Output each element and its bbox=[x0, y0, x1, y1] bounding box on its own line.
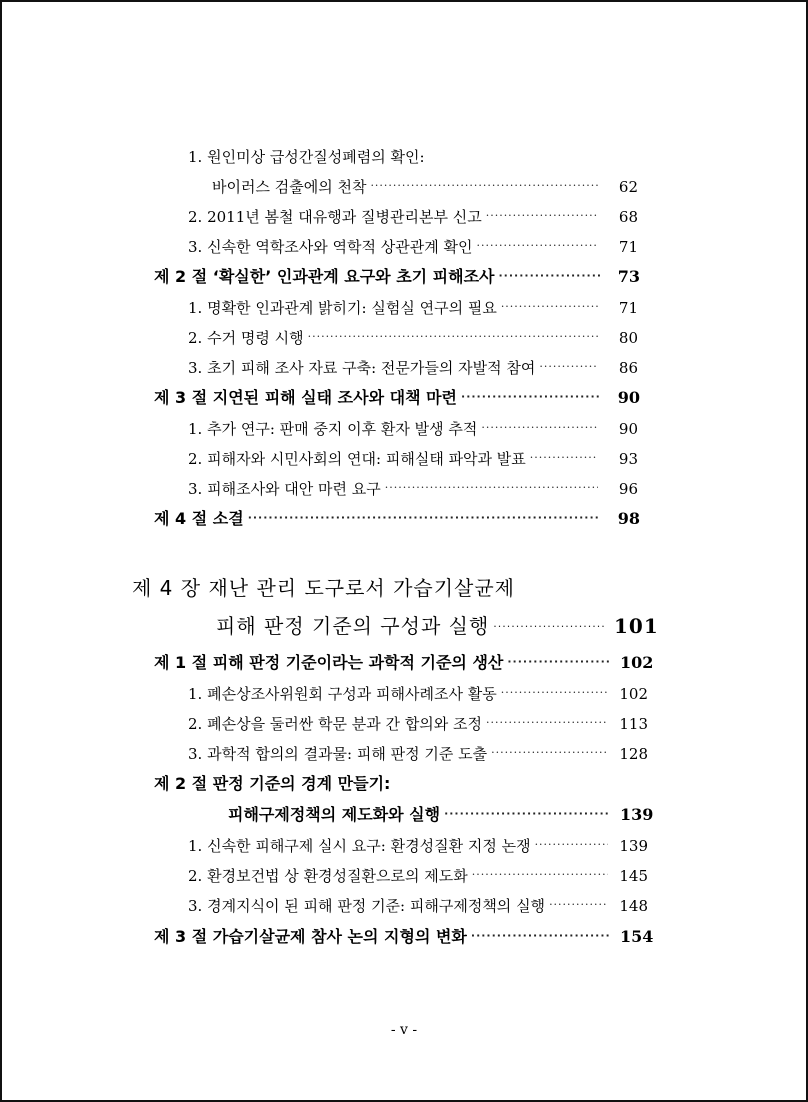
section-page: 102 bbox=[620, 653, 654, 672]
leader-dots bbox=[539, 361, 598, 372]
leader-dots bbox=[491, 747, 608, 758]
toc-item-page: 96 bbox=[618, 480, 638, 498]
toc-item[interactable] bbox=[188, 240, 638, 255]
toc-section-1[interactable] bbox=[154, 653, 654, 672]
toc-item-title: 초기 피해 조사 자료 구축: 전문가들의 자발적 참여 bbox=[207, 359, 536, 377]
toc-section-2[interactable] bbox=[154, 269, 640, 285]
section-title: 소결 bbox=[212, 509, 244, 528]
leader-dots bbox=[535, 839, 608, 850]
toc-item[interactable] bbox=[188, 361, 638, 376]
leader-dots bbox=[507, 656, 610, 667]
section-title: 피해구제정책의 제도화와 실행 bbox=[228, 805, 441, 824]
leader-dots bbox=[444, 808, 610, 819]
toc-section-3[interactable] bbox=[154, 390, 640, 406]
table-of-contents bbox=[2, 2, 806, 1100]
section-page: 139 bbox=[620, 805, 654, 824]
toc-item-title: 환경보건법 상 환경성질환으로의 제도화 bbox=[207, 867, 468, 885]
section-label: 제 2 절 bbox=[154, 774, 208, 793]
section-label: 제 3 절 bbox=[154, 388, 208, 407]
toc-item-number: 1. bbox=[188, 148, 203, 166]
toc-item-page: 90 bbox=[618, 420, 638, 438]
toc-section-3[interactable] bbox=[154, 927, 654, 946]
leader-dots bbox=[385, 482, 598, 493]
toc-item[interactable] bbox=[188, 899, 648, 914]
toc-item-number: 2. bbox=[188, 450, 203, 468]
section-title: 판정 기준의 경계 만들기: bbox=[212, 774, 391, 793]
chapter-4-heading-continuation[interactable] bbox=[216, 614, 659, 638]
toc-item-title: 폐손상조사위원회 구성과 피해사례조사 활동 bbox=[207, 685, 497, 703]
section-title: 지연된 피해 실태 조사와 대책 마련 bbox=[212, 388, 458, 407]
toc-item-title: 신속한 피해구제 실시 요구: 환경성질환 지정 논쟁 bbox=[207, 837, 531, 855]
toc-section-2[interactable] bbox=[154, 776, 390, 792]
toc-item[interactable] bbox=[188, 331, 638, 346]
toc-item-page: 148 bbox=[619, 897, 648, 915]
toc-item[interactable] bbox=[188, 869, 648, 884]
leader-dots bbox=[501, 301, 598, 312]
toc-item-number: 2. bbox=[188, 715, 203, 733]
section-label: 제 3 절 bbox=[154, 927, 208, 946]
toc-item-page: 86 bbox=[618, 359, 638, 377]
toc-item-number: 2. bbox=[188, 329, 203, 347]
section-page: 90 bbox=[617, 388, 640, 407]
toc-item-number: 3. bbox=[188, 238, 203, 256]
toc-item[interactable] bbox=[188, 210, 638, 225]
toc-item-page: 71 bbox=[618, 238, 638, 256]
section-label: 제 2 절 bbox=[154, 267, 208, 286]
chapter-4-heading[interactable] bbox=[132, 578, 515, 598]
toc-item-number: 2. bbox=[188, 867, 203, 885]
leader-dots bbox=[549, 899, 608, 910]
leader-dots bbox=[472, 869, 608, 880]
toc-item[interactable] bbox=[188, 747, 648, 762]
leader-dots bbox=[461, 391, 600, 402]
chapter-title: 재난 관리 도구로서 가습기살균제 bbox=[208, 576, 516, 600]
toc-item-page: 71 bbox=[618, 299, 638, 317]
chapter-page: 101 bbox=[614, 614, 659, 638]
section-page: 73 bbox=[617, 267, 640, 286]
toc-item-title: 바이러스 검출에의 천착 bbox=[212, 178, 367, 196]
toc-item-number: 1. bbox=[188, 837, 203, 855]
section-title: ‘확실한’ 인과관계 요구와 초기 피해조사 bbox=[212, 267, 495, 286]
toc-item-title: 폐손상을 둘러싼 학문 분과 간 합의와 조정 bbox=[207, 715, 483, 733]
toc-item[interactable] bbox=[188, 422, 638, 437]
leader-dots bbox=[308, 331, 598, 342]
toc-item-title: 추가 연구: 판매 중지 이후 환자 발생 추적 bbox=[207, 420, 478, 438]
leader-dots bbox=[486, 210, 598, 221]
toc-item-number: 3. bbox=[188, 359, 203, 377]
leader-dots bbox=[248, 512, 600, 523]
toc-item-number: 2. bbox=[188, 208, 203, 226]
toc-item[interactable] bbox=[188, 687, 648, 702]
toc-item-number: 3. bbox=[188, 745, 203, 763]
toc-item-page: 113 bbox=[619, 715, 648, 733]
toc-item-page: 68 bbox=[618, 208, 638, 226]
leader-dots bbox=[486, 717, 608, 728]
toc-item-title: 수거 명령 시행 bbox=[207, 329, 304, 347]
toc-item[interactable] bbox=[188, 717, 648, 732]
toc-item-title: 경계지식이 된 피해 판정 기준: 피해구제정책의 실행 bbox=[207, 897, 546, 915]
toc-item-page: 145 bbox=[619, 867, 648, 885]
toc-item-title: 2011년 봄철 대유행과 질병관리본부 신고 bbox=[207, 208, 482, 226]
toc-item-title: 원인미상 급성간질성폐렴의 확인: bbox=[207, 148, 425, 166]
toc-item-number: 1. bbox=[188, 420, 203, 438]
toc-item-page: 139 bbox=[619, 837, 648, 855]
toc-item-continuation[interactable] bbox=[212, 180, 638, 195]
leader-dots bbox=[477, 240, 599, 251]
toc-item[interactable] bbox=[188, 301, 638, 316]
toc-item-title: 신속한 역학조사와 역학적 상관관계 확인 bbox=[207, 238, 473, 256]
section-label: 제 1 절 bbox=[154, 653, 208, 672]
toc-item-page: 93 bbox=[618, 450, 638, 468]
toc-item[interactable] bbox=[188, 839, 648, 854]
leader-dots bbox=[493, 621, 604, 632]
toc-item-page: 80 bbox=[618, 329, 638, 347]
toc-item-number: 3. bbox=[188, 480, 203, 498]
toc-item-title: 피해자와 시민사회의 연대: 피해실태 파악과 발표 bbox=[207, 450, 526, 468]
toc-item-title: 피해조사와 대안 마련 요구 bbox=[207, 480, 381, 498]
chapter-title: 피해 판정 기준의 구성과 실행 bbox=[216, 614, 490, 638]
toc-item-title: 명확한 인과관계 밝히기: 실험실 연구의 필요 bbox=[207, 299, 497, 317]
leader-dots bbox=[530, 452, 598, 463]
section-page: 154 bbox=[620, 927, 654, 946]
toc-item-number: 1. bbox=[188, 299, 203, 317]
toc-item-page: 62 bbox=[618, 178, 638, 196]
toc-item[interactable] bbox=[188, 452, 638, 467]
leader-dots bbox=[370, 180, 598, 191]
section-page: 98 bbox=[617, 509, 640, 528]
toc-item[interactable] bbox=[188, 150, 425, 165]
toc-item-number: 1. bbox=[188, 685, 203, 703]
toc-item[interactable] bbox=[188, 482, 638, 497]
toc-item-page: 128 bbox=[619, 745, 648, 763]
leader-dots bbox=[501, 687, 608, 698]
toc-item-page: 102 bbox=[619, 685, 648, 703]
section-title: 가습기살균제 참사 논의 지형의 변화 bbox=[212, 927, 467, 946]
chapter-label: 제 4 장 bbox=[132, 576, 202, 600]
toc-item-title: 과학적 합의의 결과물: 피해 판정 기준 도출 bbox=[207, 745, 488, 763]
section-title: 피해 판정 기준이라는 과학적 기준의 생산 bbox=[212, 653, 504, 672]
toc-section-4[interactable] bbox=[154, 511, 640, 527]
leader-dots bbox=[499, 270, 601, 281]
toc-section-2-continuation[interactable] bbox=[228, 805, 654, 824]
leader-dots bbox=[481, 422, 598, 433]
section-label: 제 4 절 bbox=[154, 509, 208, 528]
toc-item-number: 3. bbox=[188, 897, 203, 915]
page-number: - v - bbox=[390, 1022, 418, 1038]
leader-dots bbox=[471, 930, 610, 941]
